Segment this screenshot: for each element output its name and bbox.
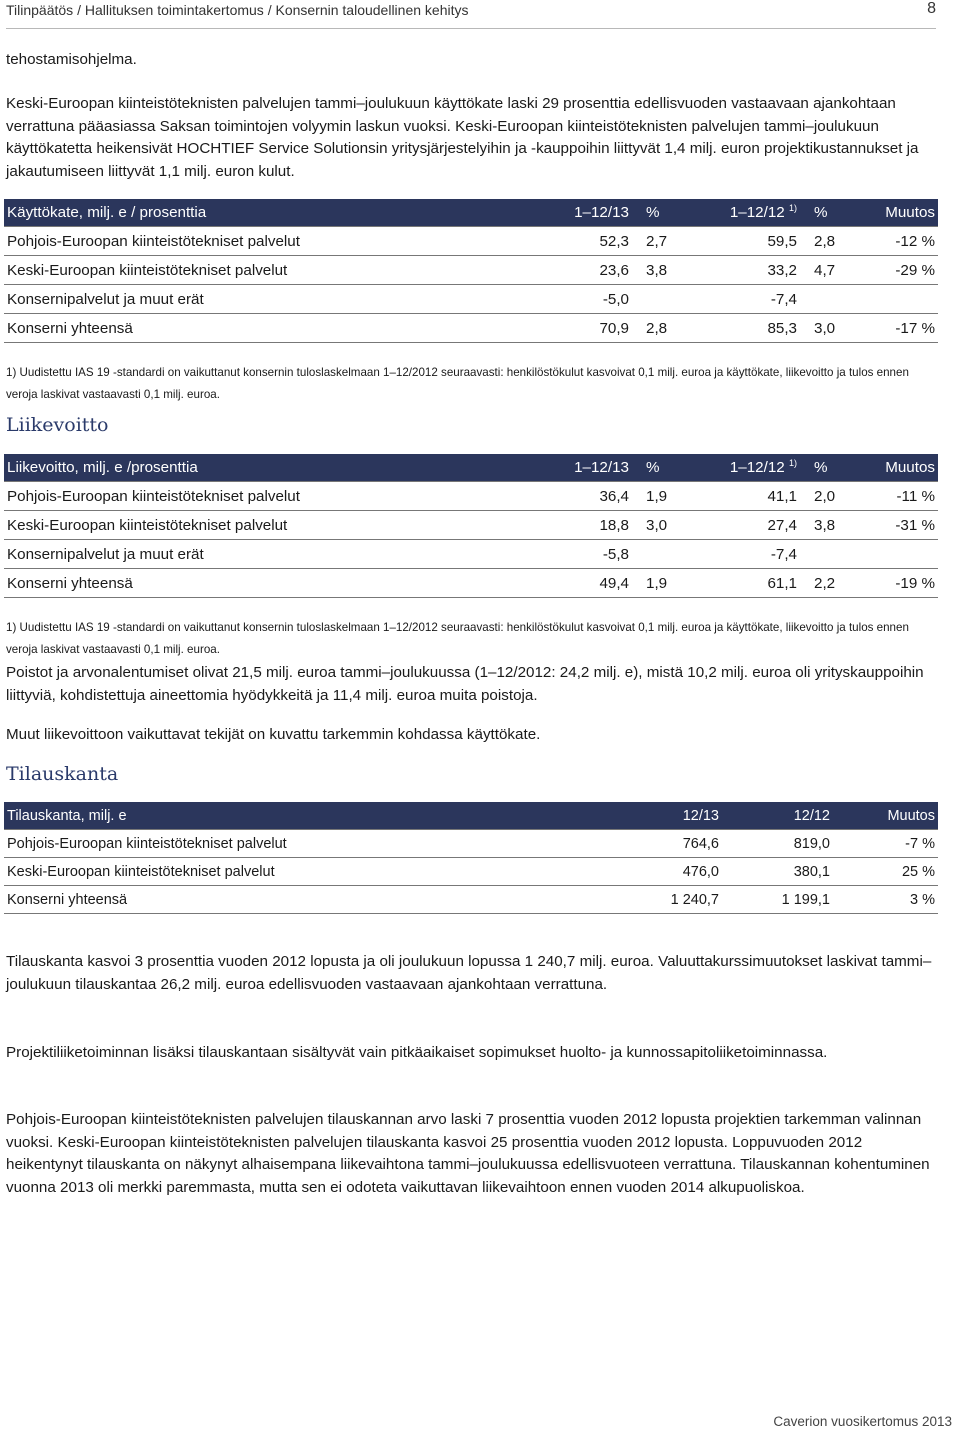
ebit-paragraph-2: Muut liikevoittoon vaikuttavat tekijät on kuvattu tarkemmin kohdassa käyttökate. (6, 726, 541, 743)
percent-2013: 1,9 (632, 482, 690, 511)
breadcrumb: Tilinpäätös / Hallituksen toimintakertomus / Konsernin taloudellinen kehitys (6, 2, 469, 18)
change-value: 25 % (833, 858, 938, 886)
value-12-12: 819,0 (722, 830, 833, 858)
table-row (4, 830, 938, 858)
value-2012: -7,4 (690, 285, 800, 314)
backlog-paragraph-3: Pohjois-Euroopan kiinteistöteknisten palvelujen tilauskannan arvo laski 7 prosenttia vuoden 2012 lopusta projektien tarkemman valinnan vuoksi. Keski-Euroopan kiinteistöteknisten palvelujen tilauskanta kasvoi 25 prosenttia vuoden 2012 lopusta. Loppuvuoden 2012 heikentynyt tilauskanta on näkynyt alhaisempana liikevaihtona tammi–joulukuussa edellisvuoteen verrattuna. Tilauskannan kohentuminen vuonna 2013 oli merkki paremmasta, mutta sen ei odoteta vaikuttavan liikevaihtoon ennen vuoden 2014 alkupuoliskoa. (6, 1111, 930, 1196)
value-2012: 33,2 (690, 256, 800, 285)
change-value: -31 % (856, 511, 938, 540)
column-header-label: Liikevoitto, milj. e /prosenttia (4, 454, 504, 482)
value-2012: 59,5 (690, 227, 800, 256)
column-header-12-13: 12/13 (504, 802, 722, 830)
percent-2013: 2,7 (632, 227, 690, 256)
change-value: -11 % (856, 482, 938, 511)
value-2012: 61,1 (690, 569, 800, 598)
percent-2013: 3,8 (632, 256, 690, 285)
change-value: -12 % (856, 227, 938, 256)
ebit-table (4, 454, 938, 598)
backlog-paragraph-2: Projektiliiketoiminnan lisäksi tilauskantaan sisältyvät vain pitkäaikaiset sopimukset huolto- ja kunnossapitoliiketoiminnassa. (6, 1044, 828, 1061)
value-2012: 27,4 (690, 511, 800, 540)
change-value: -17 % (856, 314, 938, 343)
column-header-12-12: 12/12 (722, 802, 833, 830)
column-header-change: Muutos (856, 199, 938, 227)
table-header-row (4, 199, 938, 227)
row-label: Keski-Euroopan kiinteistötekniset palvelut (4, 256, 504, 285)
table-row (4, 511, 938, 540)
row-label: Konsernipalvelut ja muut erät (4, 285, 504, 314)
section-heading-backlog: Tilauskanta (6, 763, 119, 785)
column-header-label: Tilauskanta, milj. e (4, 802, 504, 830)
percent-2013 (632, 285, 690, 314)
page-number: 8 (927, 0, 936, 17)
row-label: Konserni yhteensä (4, 314, 504, 343)
table-header-row (4, 802, 938, 830)
table-row (4, 314, 938, 343)
row-label: Konserni yhteensä (4, 569, 504, 598)
percent-2012: 3,0 (800, 314, 856, 343)
value-2013: 36,4 (504, 482, 632, 511)
change-value (856, 285, 938, 314)
page-header (6, 0, 936, 29)
intro-paragraph-1: tehostamisohjelma. (6, 51, 137, 68)
percent-2012: 3,8 (800, 511, 856, 540)
table-row (4, 858, 938, 886)
row-label: Keski-Euroopan kiinteistötekniset palvelut (4, 858, 504, 886)
section-heading-ebit: Liikevoitto (6, 414, 109, 436)
column-header-change: Muutos (833, 802, 938, 830)
column-header-2012: 1–12/12 $^{1)}$ (690, 454, 800, 482)
ebitda-table (4, 199, 938, 343)
value-2013: 52,3 (504, 227, 632, 256)
page-footer: Caverion vuosikertomus 2013 (773, 1414, 952, 1429)
column-header-2013: 1–12/13 (504, 454, 632, 482)
value-12-13: 476,0 (504, 858, 722, 886)
table-row (4, 540, 938, 569)
column-header-2012: 1–12/12 $^{1)}$ (690, 199, 800, 227)
column-header-label: Käyttökate, milj. e / prosenttia (4, 199, 504, 227)
table-row (4, 569, 938, 598)
change-value: -29 % (856, 256, 938, 285)
table-row (4, 886, 938, 914)
value-2013: 49,4 (504, 569, 632, 598)
percent-2012: 2,8 (800, 227, 856, 256)
column-header-change: Muutos (856, 454, 938, 482)
column-header-percent-2013: % (632, 454, 690, 482)
percent-2012: 2,0 (800, 482, 856, 511)
percent-2012: 2,2 (800, 569, 856, 598)
table-row (4, 256, 938, 285)
row-label: Pohjois-Euroopan kiinteistötekniset palvelut (4, 830, 504, 858)
table-row (4, 227, 938, 256)
percent-2012: 4,7 (800, 256, 856, 285)
value-12-13: 1 240,7 (504, 886, 722, 914)
value-2012: 85,3 (690, 314, 800, 343)
ebitda-footnote: 1) Uudistettu IAS 19 -standardi on vaikuttanut konsernin tuloslaskelmaan 1–12/2012 seuraavasti: henkilöstökulut kasvoivat 0,1 milj. euroa ja käyttökate, liikevoitto ja tulos ennen veroja laskivat vastaavasti 0,1 milj. euroa. (6, 366, 909, 401)
value-2013: 70,9 (504, 314, 632, 343)
value-12-12: 380,1 (722, 858, 833, 886)
column-header-2013: 1–12/13 (504, 199, 632, 227)
ebit-paragraph-1: Poistot ja arvonalentumiset olivat 21,5 milj. euroa tammi–joulukuussa (1–12/2012: 24,2 milj. e), mistä 10,2 milj. euroa oli yrityskauppoihin liittyviä, kohdistettuja aineettomia hyödykkeitä ja 11,4 milj. euroa muita poistoja. (6, 664, 924, 704)
table-header-row (4, 454, 938, 482)
backlog-paragraph-1: Tilauskanta kasvoi 3 prosenttia vuoden 2012 lopusta ja oli joulukuun lopussa 1 240,7 milj. euroa. Valuuttakurssimuutokset laskivat tammi–joulukuun tilauskantaa 26,2 milj. euroa edellisvuoden vastaavaan ajankohtaan verrattuna. (6, 953, 932, 993)
percent-2013: 3,0 (632, 511, 690, 540)
column-header-percent-2012: % (800, 454, 856, 482)
percent-2013: 2,8 (632, 314, 690, 343)
value-12-12: 1 199,1 (722, 886, 833, 914)
row-label: Konsernipalvelut ja muut erät (4, 540, 504, 569)
row-label: Pohjois-Euroopan kiinteistötekniset palvelut (4, 227, 504, 256)
value-2013: 18,8 (504, 511, 632, 540)
row-label: Konserni yhteensä (4, 886, 504, 914)
row-label: Pohjois-Euroopan kiinteistötekniset palvelut (4, 482, 504, 511)
table-row (4, 482, 938, 511)
value-2013: -5,8 (504, 540, 632, 569)
row-label: Keski-Euroopan kiinteistötekniset palvelut (4, 511, 504, 540)
percent-2012 (800, 540, 856, 569)
column-header-percent-2013: % (632, 199, 690, 227)
value-2012: -7,4 (690, 540, 800, 569)
change-value: -7 % (833, 830, 938, 858)
percent-2013 (632, 540, 690, 569)
change-value: 3 % (833, 886, 938, 914)
ebit-footnote: 1) Uudistettu IAS 19 -standardi on vaikuttanut konsernin tuloslaskelmaan 1–12/2012 seuraavasti: henkilöstökulut kasvoivat 0,1 milj. euroa ja käyttökate, liikevoitto ja tulos ennen veroja laskivat vastaavasti 0,1 milj. euroa. (6, 621, 909, 656)
change-value: -19 % (856, 569, 938, 598)
value-2013: 23,6 (504, 256, 632, 285)
table-row (4, 285, 938, 314)
intro-paragraph-2: Keski-Euroopan kiinteistöteknisten palvelujen tammi–joulukuun käyttökate laski 29 prosenttia edellisvuoden vastaavaan ajankohtaan verrattuna pääasiassa Saksan toimintojen volyymin laskun vuoksi. Keski-Euroopan kiinteistöteknisten palvelujen tammi–joulukuun käyttökatetta heikensivät HOCHTIEF Service Solutionsin yritysjärjestelyihin ja -kauppoihin liittyvät 1,4 milj. euron projektikustannukset ja jakautumiseen liittyvät 1,1 milj. euron kulut. (6, 95, 919, 180)
value-2012: 41,1 (690, 482, 800, 511)
value-12-13: 764,6 (504, 830, 722, 858)
percent-2012 (800, 285, 856, 314)
percent-2013: 1,9 (632, 569, 690, 598)
change-value (856, 540, 938, 569)
column-header-percent-2012: % (800, 199, 856, 227)
value-2013: -5,0 (504, 285, 632, 314)
backlog-table (4, 802, 938, 914)
